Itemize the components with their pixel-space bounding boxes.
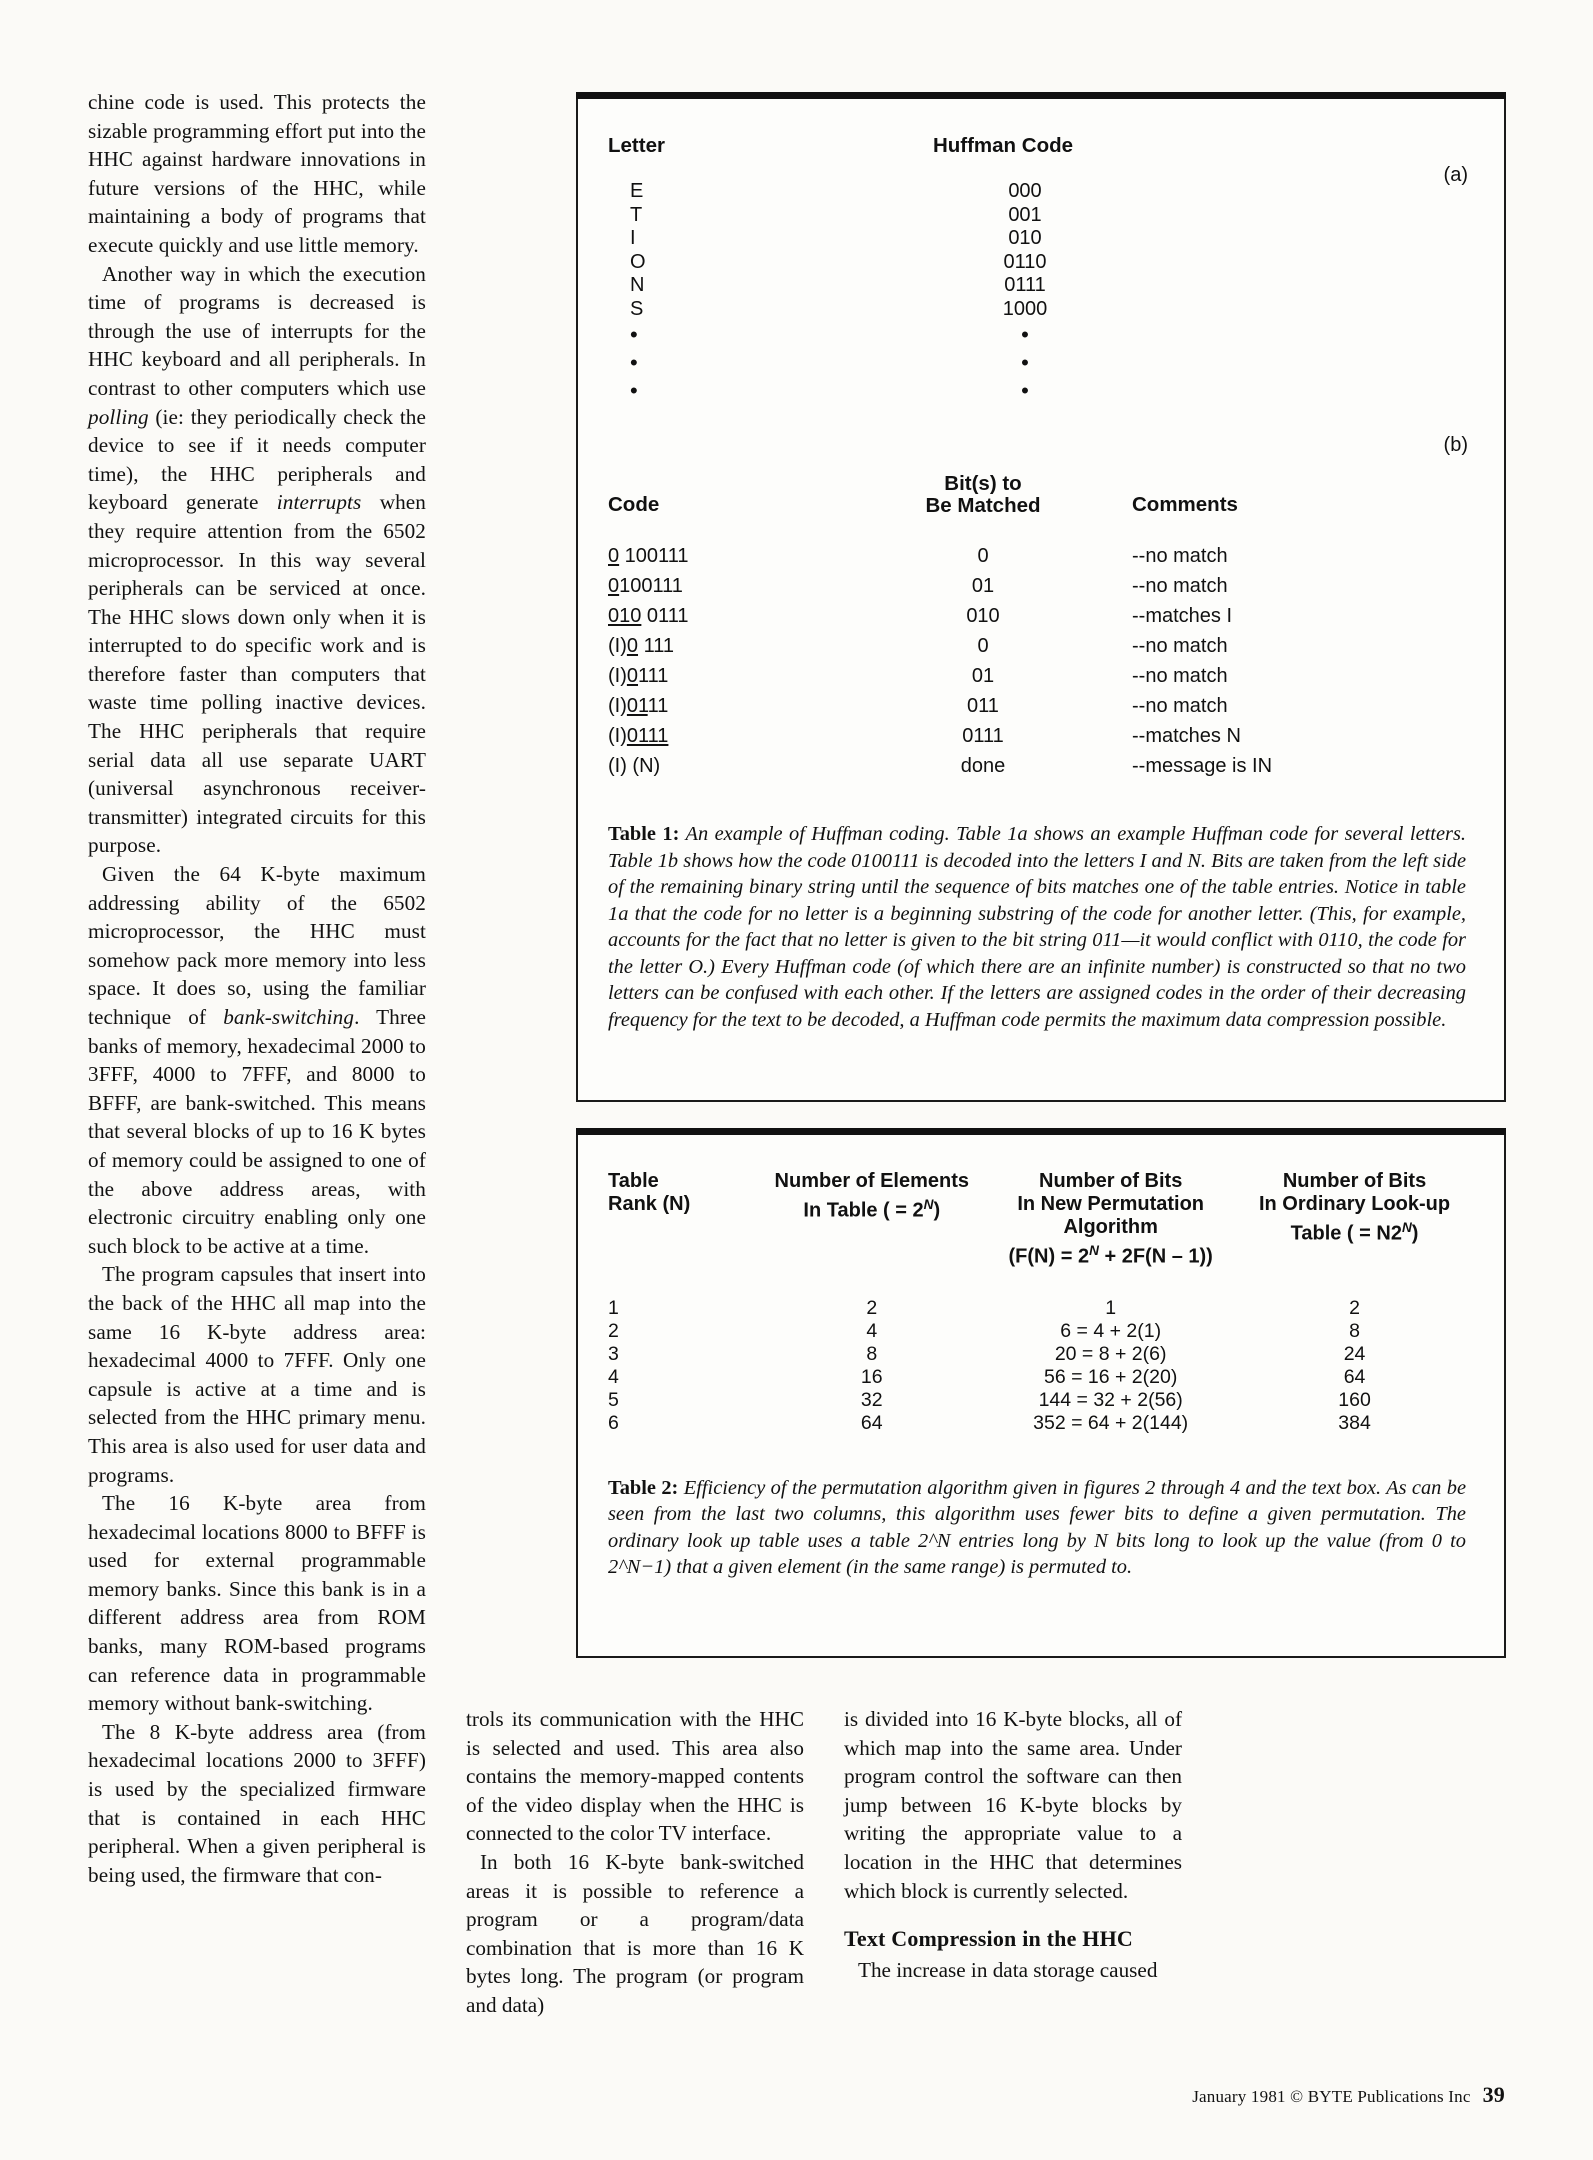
table-row [608,227,1474,251]
table-row [608,1343,1474,1366]
column-header-new-permutation-bits [986,1170,1235,1269]
page-footer [1192,2082,1505,2108]
cell-new-permutation-bits: 20 = 8 + 2(6) [1054,1342,1167,1365]
cell-letter: N [630,274,645,296]
cell-comment: --no match [1132,665,1228,687]
cell-bits: done [960,755,1006,777]
table-row [608,1366,1474,1389]
column-header-bits-line1: Bit(s) to [944,472,1022,495]
table-row [608,1412,1474,1435]
paragraph: chine code is used. This protects the sizable programming effort put into the HHC against hardware innovations in future versions of the HHC, while maintaining a body of programs that execute quickly and use little memory. [88,90,426,257]
code-rest: (I) (N) [608,755,661,777]
cell-lookup-bits: 8 [1349,1319,1360,1342]
cell-code [608,661,858,691]
lookup-eq-text: Table ( = N2 [1290,1222,1402,1245]
emphasis-bank-switching: bank-switching [223,1005,355,1029]
cell-elements: 16 [860,1365,883,1388]
cell-bits: 01 [971,665,995,687]
code-rest: 11 [647,695,669,717]
table-2-caption-text: Efficiency of the permutation algorithm given in figures 2 through 4 and the text box. As can be seen from the last two columns, this algorithm uses fewer bits to define a given permutation. The ordinary look up table uses a table 2^N entries long by N bits long to look up the value (from 0 to 2^N−1) that a given element (in the same range) is permuted to. [608,1476,1467,1579]
cell-comment: --no match [1132,575,1228,597]
cell-new-permutation-bits: 352 = 64 + 2(144) [1033,1411,1189,1434]
table-1b-header-row [608,473,1474,517]
code-underlined: 0 [608,545,620,567]
cell-comment: --matches I [1132,605,1233,627]
column-header-huffman-code: Huffman Code [932,134,1074,157]
table-2-caption-label: Table 2: [608,1476,679,1499]
code-prefix: (I) [608,635,627,657]
paragraph-text-a: Another way in which the execution time of programs is decreased is through the use of interrupts for the HHC keyboard and all peripherals. In contrast to other computers which use [88,261,426,400]
cell-letter: I [630,227,636,249]
cell-lookup-bits: 64 [1343,1365,1366,1388]
cell-comment: --message is IN [1132,755,1273,777]
cell-comment: --no match [1132,695,1228,717]
column-header-bits-line2: Be Matched [925,494,1041,517]
table-row [608,601,1474,631]
column-header-rank-line1: Table [608,1170,659,1192]
superscript-n: N [923,1197,934,1212]
cell-code: 0110 [1003,250,1047,273]
cell-code-dot: • [1021,322,1029,347]
table-1a-body [608,180,1474,405]
cell-new-permutation-bits: 144 = 32 + 2(56) [1038,1388,1183,1411]
superscript-n: N [1089,1243,1099,1258]
cell-elements: 64 [860,1411,883,1434]
cell-code [608,601,858,631]
paragraph [88,260,426,860]
paragraph: The 8 K-byte address area (from hexadecimal locations 2000 to 3FFF) is used by the specialized firmware that is contained in each HHC peripheral. When a given peripheral is being used, the firmware that con- [88,1719,426,1887]
table-1a-label: (a) [1443,164,1468,186]
column-header-newperm-line2: In New Permutation [1017,1193,1205,1215]
column-header-newperm-line3: Algorithm [1063,1216,1158,1238]
cell-rank: 4 [608,1365,619,1388]
cell-bits: 0111 [962,725,1004,747]
code-underlined: 01 [626,695,648,717]
table-1-box [576,92,1506,1102]
cell-code: 1000 [1002,297,1048,320]
cell-code: 001 [1008,203,1042,226]
table-2-inner [578,1130,1504,1581]
paragraph-text-e: . Three banks of memory, hexadecimal 2000 to 3FFF, 4000 to 7FFF, and 8000 to BFFF, are bank-switched. This means that several blocks of up to 16 K bytes of memory could be assigned to one of the above address areas, with electronic circuitry enabling only one such block to be active at a time. [88,1005,427,1258]
cell-rank: 5 [608,1388,619,1411]
paragraph-text-c: when they require attention from the 6502 microprocessor. In this way several peripherals can be serviced at once. The HHC slows down only when it is interrupted to do specific work and is therefore faster than computers that waste time polling inactive devices. The HHC peripherals that require serial data all use separate UART (universal asynchronous receiver-transmitter) integrated circuits for this purpose. [88,490,426,858]
cell-elements: 8 [866,1342,878,1365]
code-underlined: 0 [626,665,639,687]
cell-code: 010 [1008,227,1042,249]
cell-bits: 0 [977,635,989,657]
lookup-eq-close: ) [1411,1222,1419,1245]
table-1b [608,473,1474,781]
cell-letter: O [630,250,646,273]
cell-lookup-bits: 160 [1338,1388,1371,1411]
column-header-comments: Comments [1132,493,1238,516]
column-header-lookup-line1: Number of Bits [1282,1170,1427,1192]
table-row [608,631,1474,661]
table-1-inner [578,94,1504,1033]
elements-eq-close: ) [933,1199,941,1222]
paragraph: trols its communication with the HHC is selected and used. This area also contains the memory-mapped contents of the video display when the HHC is connected to the color TV interface. [466,1707,804,1846]
cell-rank: 1 [608,1296,619,1319]
code-rest: 100111 [619,575,683,597]
column-header-lookup-line2: In Ordinary Look-up [1258,1193,1451,1215]
cell-rank: 6 [608,1411,619,1434]
cell-code [608,691,858,721]
table-row [608,751,1474,781]
cell-rank: 3 [608,1342,619,1365]
emphasis-polling: polling [88,404,149,429]
paragraph: In both 16 K-byte bank-switched areas it is possible to reference a program or a program/data combination that is more than 16 K bytes long. The program (or program and data) [466,1849,804,2017]
column-header-newperm-formula [986,1239,1235,1269]
column-header-number-of-elements [757,1170,986,1269]
code-rest: 100111 [619,545,689,567]
column-header-newperm-line1: Number of Bits [1039,1170,1183,1192]
elements-eq-text: In Table ( = 2 [803,1199,924,1222]
table-row [608,691,1474,721]
cell-new-permutation-bits: 1 [1105,1296,1117,1319]
table-row [608,298,1474,322]
cell-elements: 4 [866,1319,878,1342]
cell-code-dot: • [1021,350,1029,375]
table-2-box [576,1128,1506,1658]
table-row-ellipsis [608,321,1474,349]
cell-comment: --no match [1132,545,1228,567]
table-1b-label: (b) [1443,434,1468,456]
table-1a [608,134,1474,405]
table-2-header-row [608,1170,1474,1269]
cell-code [608,721,858,751]
paragraph: is divided into 16 K-byte blocks, all of which map into the same area. Under program control the software can then jump between 16 K-byte blocks by writing the appropriate value to a location in the HHC that determines which block is currently selected. [844,1707,1182,1903]
cell-letter: T [630,203,643,226]
table-row [608,204,1474,228]
table-2 [608,1170,1474,1435]
cell-code [608,571,858,601]
bottom-columns [88,1705,1508,2020]
formula-part-b: + 2F(N – 1)) [1098,1245,1213,1268]
cell-comment: --no match [1132,635,1228,657]
column-header-table-rank [608,1170,757,1269]
table-row [608,274,1474,298]
cell-elements: 32 [860,1388,883,1411]
column-header-elements-line1: Number of Elements [774,1170,970,1192]
table-row [608,180,1474,204]
code-prefix: (I) [608,665,627,687]
cell-bits: 010 [966,605,1000,627]
paragraph-text-d: Given the 64 K-byte maximum addressing ability of the 6502 microprocessor, the HHC must somehow pack more memory into less space. It does so, using the familiar technique of [88,862,426,1029]
formula-part-a: (F(N) = 2 [1008,1245,1090,1268]
column-header-rank-line2: Rank (N) [608,1193,691,1215]
column-header-letter: Letter [608,134,665,157]
table-1a-header-row [608,134,1474,158]
code-underlined: 0 [626,635,639,657]
column-header-code: Code [608,493,660,516]
footer-copyright: January 1981 © BYTE Publications Inc [1192,2087,1471,2106]
cell-bits: 01 [971,575,995,597]
table-row-ellipsis [608,377,1474,405]
code-prefix: (I) [608,695,627,717]
paragraph: The 16 K-byte area from hexadecimal locations 8000 to BFFF is used for external programmable memory banks. Since this bank is in a different address area from ROM banks, many ROM-based programs can reference data in programmable memory without bank-switching. [88,1491,426,1716]
paragraph [88,860,426,1260]
paragraph: The increase in data storage caused [858,1957,1158,1982]
table-row-ellipsis [608,349,1474,377]
code-rest: 111 [638,665,669,687]
cell-bits: 0 [977,545,989,567]
cell-rank: 2 [608,1319,619,1342]
page-number: 39 [1482,2082,1505,2107]
bottom-column-middle [466,1705,804,2020]
paragraph: The program capsules that insert into the back of the HHC all map into the same 16 K-byte address area: hexadecimal 4000 to 7FFF. Only one capsule is active at a time and is selected from the HHC primary menu. This area is also used for user data and programs. [88,1262,426,1487]
cell-comment: --matches N [1132,725,1241,747]
table-row [608,251,1474,275]
code-underlined: 0111 [626,725,669,747]
column-header-ordinary-lookup-bits [1235,1170,1474,1269]
paragraph-text-b: (ie: they periodically check the device to see if it needs computer time), the HHC peripherals and keyboard generate [88,404,426,515]
cell-letter-dot: • [630,378,638,403]
left-body-column [88,88,426,1889]
table-row [608,661,1474,691]
table-1-caption [608,821,1474,1033]
cell-letter-dot: • [630,350,638,375]
superscript-n: N [1401,1220,1412,1235]
cell-code: 000 [1008,180,1042,202]
bottom-column-spacer [88,1705,426,2020]
section-heading-text-compression: Text Compression in the HHC [844,1926,1133,1952]
column-header-bits-to-be-matched [858,473,1108,517]
cell-letter-dot: • [630,322,638,347]
table-1-caption-text: An example of Huffman coding. Table 1a shows an example Huffman code for several letters. Table 1b shows how the code 0100111 is decoded into the letters I and N. Bits are taken from the left side of the remaining binary string until the sequence of bits matches one of the table entries. Notice in table 1a that the code for no letter is a beginning substring of the code for another letter. (This, for example, accounts for the fact that no letter is given to the bit string 011—it would conflict with 0110, the code for the letter O.) Every Huffman code (of which there are an infinite number) is constructed so that no two letters can be confused with each other. If the letters are assigned codes in the order of their decreasing frequency for the text to be decoded, a Huffman code permits the maximum data compression possible. [608,823,1466,1031]
table-row [608,1389,1474,1412]
cell-lookup-bits: 384 [1338,1411,1371,1434]
column-header-elements-line2 [757,1193,986,1223]
cell-new-permutation-bits: 56 = 16 + 2(20) [1043,1365,1178,1388]
cell-new-permutation-bits: 6 = 4 + 2(1) [1060,1319,1162,1342]
table-row [608,1297,1474,1320]
table-2-caption [608,1475,1474,1581]
cell-letter: E [630,180,644,202]
emphasis-interrupts: interrupts [276,490,362,515]
table-row [608,721,1474,751]
table-1b-body [608,541,1474,781]
bottom-column-right [844,1705,1182,2020]
table-row [608,571,1474,601]
cell-code [608,631,858,661]
table-2-body [608,1297,1474,1435]
cell-code [608,751,858,781]
cell-code: 0111 [1004,274,1046,296]
cell-lookup-bits: 24 [1343,1342,1366,1365]
code-prefix: (I) [608,725,627,747]
code-rest: 0111 [641,605,689,627]
table-row [608,541,1474,571]
table-1-caption-label: Table 1: [608,823,680,845]
code-rest: 111 [638,635,674,657]
code-underlined: 010 [608,605,642,627]
code-underlined: 0 [608,575,620,597]
table-row [608,1320,1474,1343]
cell-letter: S [630,297,644,320]
cell-lookup-bits: 2 [1349,1296,1360,1319]
column-header-lookup-line3 [1235,1216,1474,1246]
cell-code-dot: • [1021,378,1029,403]
cell-bits: 011 [967,695,999,717]
cell-elements: 2 [866,1296,878,1319]
cell-code [608,541,858,571]
